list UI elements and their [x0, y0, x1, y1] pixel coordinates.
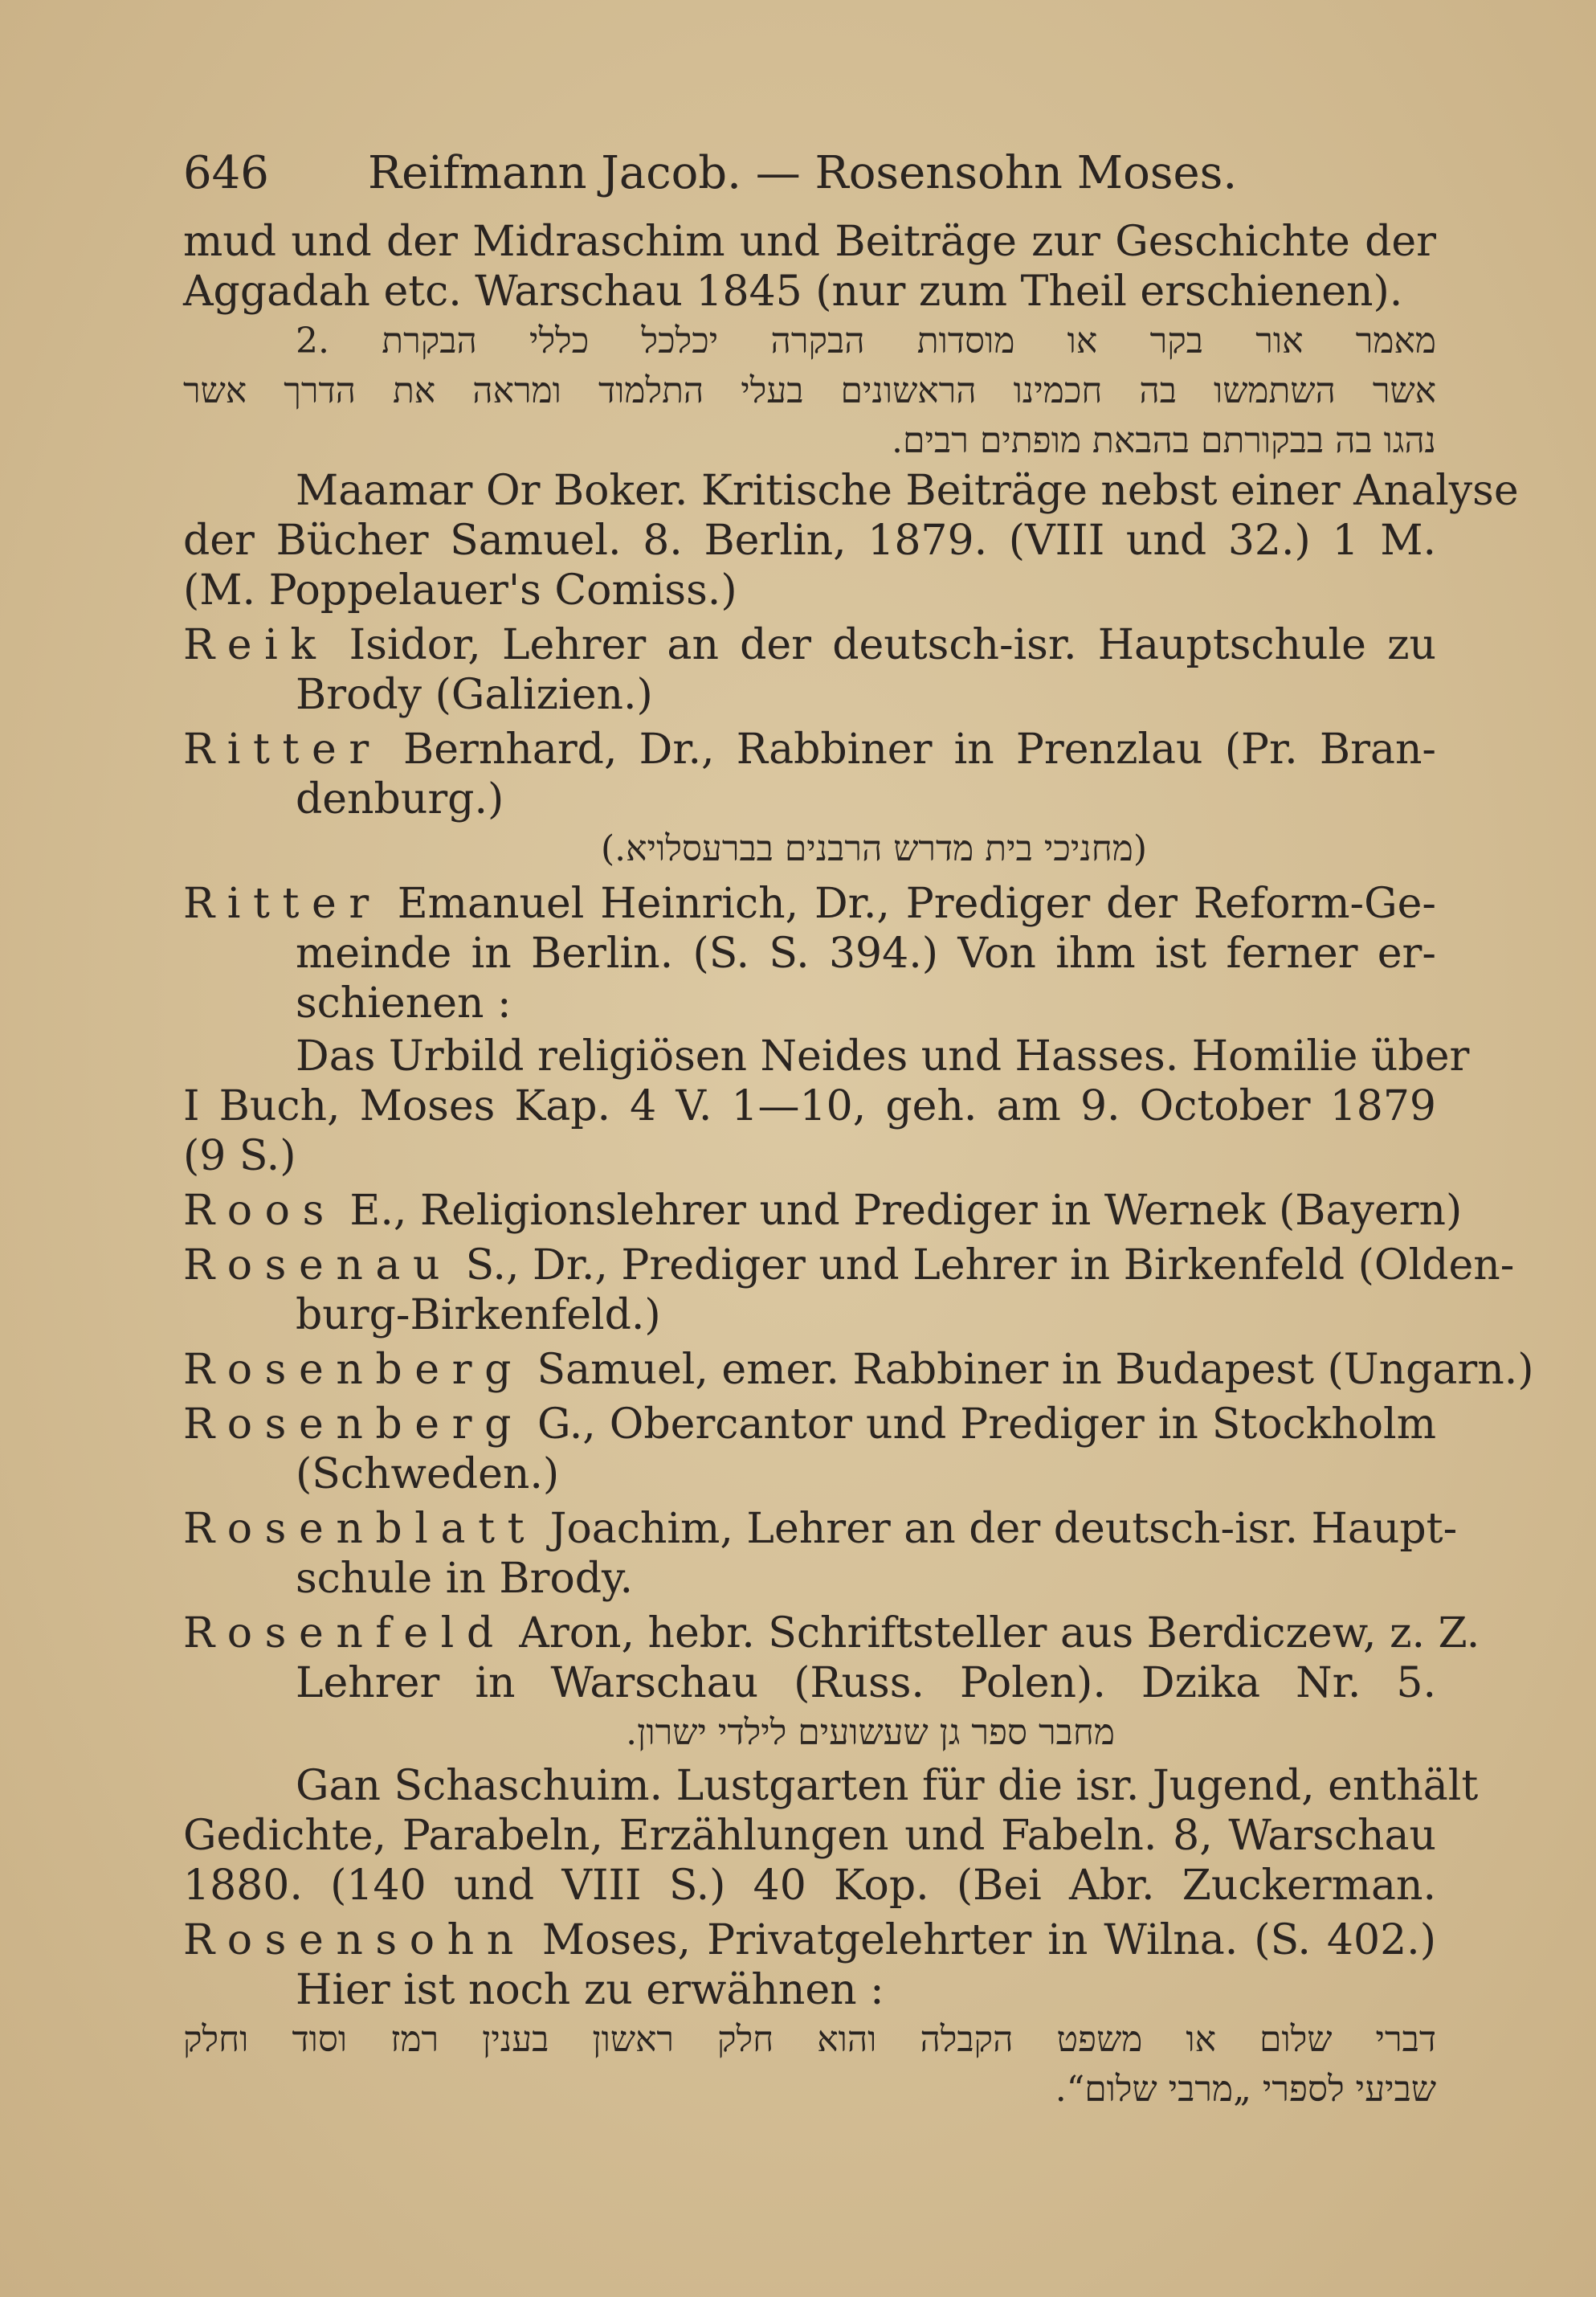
text-line: meinde in Berlin. (S. S. 394.) Von ihm ist ferner er-	[296, 930, 1436, 978]
text-line: der Bücher Samuel. 8. Berlin, 1879. (VIII und 32.) 1 M.	[183, 517, 1436, 565]
page-number: 646	[183, 147, 269, 199]
entry-rosenau	[183, 1240, 1515, 1340]
entry-text: Joachim, Lehrer an der deutsch-isr. Haupt-	[549, 1505, 1458, 1553]
hebrew-line: מחבר ספר גן שעשועים לילדי ישרון.	[626, 1712, 1115, 1753]
text-line: mud und der Midraschim und Beiträge zur Geschichte der	[183, 218, 1436, 266]
text-line: denburg.)	[296, 775, 504, 824]
text-line: (Schweden.)	[296, 1450, 560, 1498]
entry-name: Rosenau	[183, 1241, 453, 1290]
entry-text: Samuel, emer. Rabbiner in Budapest (Ungarn.)	[537, 1346, 1534, 1394]
entry-reik	[183, 620, 1436, 720]
entry-rosenberg-samuel	[183, 1345, 1534, 1395]
entry-name: Rosenberg	[183, 1400, 525, 1449]
text-line: Brody (Galizien.)	[296, 671, 653, 719]
running-header	[183, 145, 1436, 217]
text-line: Gedichte, Parabeln, Erzählungen und Fabeln. 8, Warschau	[183, 1812, 1436, 1860]
text-line: 1880. (140 und VIII S.) 40 Kop. (Bei Abr. Zuckerman.	[183, 1862, 1436, 1910]
entry-text: Aron, hebr. Schriftsteller aus Berdiczew, z. Z.	[519, 1609, 1480, 1657]
continued-entry	[183, 217, 1519, 615]
text-line: Das Urbild religiösen Neides und Hasses. Homilie über	[296, 1032, 1470, 1081]
entry-name: Reik	[183, 621, 329, 669]
entry-text: Emanuel Heinrich, Dr., Prediger der Reform-Ge-	[397, 880, 1436, 928]
entry-text: Moses, Privatgelehrter in Wilna. (S. 402.)	[541, 1916, 1437, 1964]
hebrew-line: אשר השתמשו בה חכמינו הראשונים בעלי התלמוד ומראה את הדרך אשר	[183, 370, 1436, 411]
hebrew-line: דברי שלום או משפט הקבלה והוא חלק ראשון בענין רמז וסוד וחלק	[183, 2019, 1436, 2060]
entry-name: Roos	[183, 1187, 337, 1235]
running-title: Reifmann Jacob. — Rosensohn Moses.	[368, 147, 1238, 199]
entry-name: Rosenblatt	[183, 1505, 537, 1553]
hebrew-line: (מחניכי בית מדרש הרבנים בברעסלויא.)	[600, 828, 1147, 869]
text-line: schule in Brody.	[296, 1555, 634, 1603]
entry-rosenblatt	[183, 1504, 1458, 1604]
text-line: Maamar Or Boker. Kritische Beiträge nebst einer Analyse	[296, 467, 1519, 515]
entry-name: Rosenfeld	[183, 1609, 506, 1657]
entry-name: Rosenberg	[183, 1346, 525, 1394]
entry-name: Ritter	[183, 880, 382, 928]
entry-text: G., Obercantor und Prediger in Stockholm	[537, 1400, 1437, 1449]
book-page	[183, 145, 1534, 2115]
entry-ritter-emanuel	[183, 879, 1436, 1028]
text-line: burg-Birkenfeld.)	[296, 1291, 661, 1339]
entry-name: Rosensohn	[183, 1916, 526, 1964]
entry-rosenfeld	[183, 1608, 1480, 1758]
entry-roos	[183, 1186, 1463, 1236]
hebrew-line: מאמר אור בקר או מוסדות הבקרה יכלכל כללי הבקרת .2	[296, 321, 1436, 362]
work-gan-schaschuim	[183, 1761, 1479, 1911]
text-line: Lehrer in Warschau (Russ. Polen). Dzika Nr. 5.	[296, 1659, 1436, 1707]
entry-rosenberg-g	[183, 1400, 1436, 1499]
hebrew-line: נהגו בה בבקורתם בהבאת מופתים רבים.	[892, 420, 1436, 461]
text-line: (M. Poppelauer's Comiss.)	[183, 566, 737, 615]
entry-text: Isidor, Lehrer an der deutsch-isr. Hauptschule zu	[349, 621, 1436, 669]
text-line: I Buch, Moses Kap. 4 V. 1—10, geh. am 9. October 1879	[183, 1082, 1436, 1130]
entry-rosensohn	[183, 1915, 1436, 2115]
text-line: Gan Schaschuim. Lustgarten für die isr. Jugend, enthält	[296, 1762, 1479, 1810]
entry-ritter-bernhard	[183, 725, 1436, 874]
entry-text: Bernhard, Dr., Rabbiner in Prenzlau (Pr. Bran-	[403, 725, 1437, 774]
entry-text: S., Dr., Prediger und Lehrer in Birkenfeld (Olden-	[465, 1241, 1515, 1290]
work-urbild	[183, 1032, 1470, 1181]
hebrew-line: שביעי לספרי „מרבי שלום“.	[1055, 2069, 1436, 2110]
entry-text: E., Religionslehrer und Prediger in Wernek (Bayern)	[349, 1187, 1463, 1235]
text-line: Hier ist noch zu erwähnen :	[296, 1966, 884, 2014]
text-line: Aggadah etc. Warschau 1845 (nur zum Theil erschienen).	[183, 268, 1403, 316]
text-line: schienen :	[296, 979, 512, 1028]
text-line: (9 S.)	[183, 1132, 296, 1180]
entry-name: Ritter	[183, 725, 382, 774]
